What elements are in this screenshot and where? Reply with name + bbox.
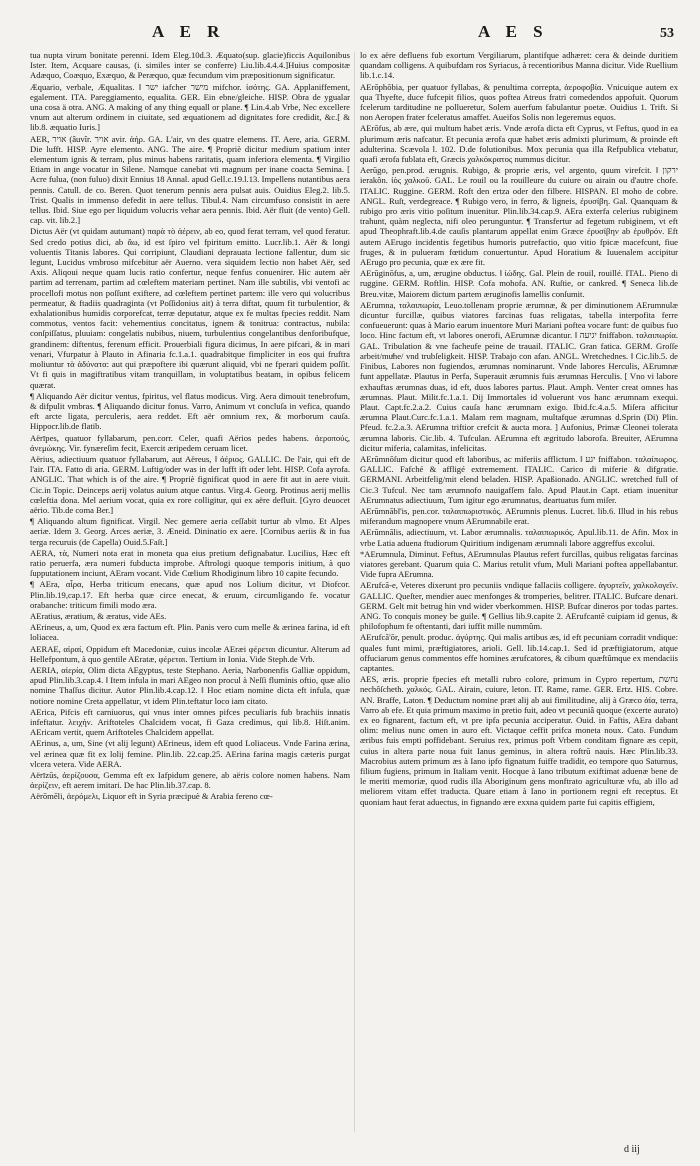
left-column-entry: tua nupta virum bonitate perenni. Idem Eleg.10d.3. Æquato(sup. glacie)ficcis Aquilonibus Ister. Item, Acquare causas, (i. similes inter se conferre) Liu.lib.4.4.4.]Huius compositæ Adæquo, Coæquo, Exæquo, & Peræquo, quæ fecundum vim præpositionum significatur. [30,50,350,81]
page-number: 53 [660,26,674,41]
left-column-entry: Aërīpes, quatuor fyllabarum, pen.corr. Celer, quafi Aërios pedes habens. ἀεροπούς, ἀνεμώκης. Vir. fynæreſim fecit, Exercit æripedem ceruam licet. [30,432,350,453]
left-column-entry: AERA, τὰ, Numeri nota erat in moneta qua eius pretium defignabatur. Lucilius, Hæc eft ratio peruerfa, æra numeri fubducta improbe. Aftrologi quoque temporis initium, à quo ſupputationem inciunt, AEram vocant. Vide Cœlium Rhodiginum libro 10 capite fecundo. [30,547,350,579]
right-column-entry: AErŏphŏbia, per quatuor fyllabas, & penultima correpta, ἀεροφοβία. Vnicuique autem ex qua Thyefte, duce fufcepit filios, quos poftea Atreus fratri comedendos appofuit. Quorum fcelerum tarditudine ne pollueretur, Solem auerfum fabulantur poetæ. Ouidius 1. Trift. Si non Aeropen frater fceleratus amaffet. Aueifos Solis non legeremus equos. [360,81,678,123]
right-column-entry: lo ex aëre defluens fub exortum Vergiliarum, plantifque adhæret: cera & deinde duritiem quandam colligens. A quibufdam ros Syriacus, à recentioribus Manna dicitur. Vide Ruellium lib.1.c.14. [360,50,678,81]
left-column-entry: AEratius, æratium, & æratus, vide AEs. [30,610,167,621]
left-column-entry: Aërōmēli, ἀερόμελι, Liquor eft in Syria præcipuè & Arabia fereno cœ- [30,791,273,802]
left-column-entry: Æquario, verbale, Æqualitas. ‖ ישר iafcher מישר mifchor. ἰσότης. GA. Applaniffement, egalement. ITA. Pareggiamento, equalita. GER. Ein ebne/gleiche. HISP. Obra de ygualar una cosa ä otra. ANG. A making of any thing equall or plane. ¶ Lin.4.ab Vrbe, Nec excellere vnum aut alterum ordinem in ciuitate, sed æquationem ad dignitates fore credidit, &c.[ & lib.8. æquatio Iuris.] [30,81,350,133]
right-column-entry: AErūmnālis, adiectiuum, vt. Labor ærumnalis. ταλαιπωρικός. Apul.lib.11. de Afin. Mox in vrbe Latia aduena ftudiorum Quiritium indigenam ærumnali labore aggreffus excolui. [360,527,678,548]
right-column [360,50,678,1150]
right-column-entry: Aerūgo, pen.prod. ærugnis. Rubigo, & proprie æris, vel argento, quum virefcit. ‖ ירקון ierakôn. ἰὸς χαλκοῦ. GAL. Le rouil ou la rouilleure du cuiure ou airain ou d'autre chofe. ITALIC. Ruggine. GERM. Roft den ertza oder den filbere. HISPAN. El moho de cobre. ANGL. Ruſt, verdegreace. ¶ Rubigo vero, in ferro, & ligneis, ἐρυσίβη. Gal. Quanquam & rubigo pro æris vitio poſitum inuenitur. Plin.lib.34.cap.9. AEra exterfa celerius rubiginem trahunt, quàm neglecta, nifi oleo perunguntur. ¶ Transfertur ad fegetum rubiginem, vt eft apud Theophraft.lib.4.de cauſis plantarum appellat enim Græce ἐρυσίβην ab ἐρυθρόν. Eft autem AErugo incidentis fegetibus humoris putrefactio, quo vitio fpicæ macefcunt, fiue fruges, & in pulueram fœtidum conuertuntur. Apud Horatium & Iuuenalem accipitur AErugo pro pecunia, quæ ex ære fit. [360,165,678,268]
right-column-entry: AErōfus, ab ære, qui multum habet æris. Vnde ærofa dicta eft Cyprus, vt Feftus, quod in ea plurimum æris nafcatur. Et pecunia ærofa quæ habet æris admixti plurimum, & proinde eft adulterina. Scævola l. 102. D.de folutionibus. Mox pecunia qua illa Refpublica vtebatur, quafi ærofa fublata eft, Græcis χαλκόκρατος nummus dicitur. [360,123,678,165]
signature-mark: d iij [624,1144,640,1155]
right-column-entry: *AErumnula, Diminut. Feftus, AErumnulas Plautus refert furcillas, quibus religatas farcinas viatores gerebant. Quarum quia C. Marius retulit vfum, Muli Mariani poftea appellabantur. Vide fupra AErumna. [360,548,678,580]
column-divider [354,52,355,1132]
left-column-entry: Aërius, adiectiuum quatuor fyllabarum, aut Aëreus, ‖ ἀέριος. GALLIC. De l'air, qui eft de l'air. ITA. Fatto di aria. GERM. Luftig/oder was in der lufft ift oder lebt. HISP. Cofa ayrofa. ANGLIC. That which is of the aire. ¶ Propriè fignificat quod in aere fit aut in aere viuit. Cic.in Topic. Deinceps aerij volatus auium atque cantus. Virg.4. Georg. Protinus aerij mellis cœleftia dona. Mel aerium vocat, quia ex rore colligitur, qui ex aëre defluit. [Gyro deuocet aërio. Tib.de coma Ber.] [30,453,350,515]
left-column-entry: ¶ Aliquando altum fignificat. Virgil. Nec gemere aeria ceſſabit turtur ab vlmo. Et Alpes aeriæ. Idem 3. Georg. Arces aeriæ, 3. Æneid. Dininatio ex aere. [Cornibus aeriis & in fua terga recuruis (de Capella) Ouid.5.Faſt.] [30,516,350,547]
page-header [0,14,700,48]
right-column-entry: AErufcă'ōr, penult. produc. ἀγύρτης. Qui malis artibus æs, id eft pecuniam corradit vndique: quales funt mimi, præftigiatores, arioli. Gell. lib.14.cap.1. Sed id præftigiatorum, atque offuciarum genus commentos effe homines ærufcatores, & cibum quæftûmque ex mendaciis captantes. [360,632,678,673]
right-column-entry: AErumna, ταλαιπωρία, Leuo.tollenam proprie ærumnæ, & per diminutionem AErumnulæ dicuntur furcillæ, quibus viatores farcinas fuas religatas, tabella interpofita ferre confueuerunt: quas à Mario earum inuentore Muri Mariani poftea vocare funt: de quibus fuo loco. Hinc factum eft, vt labores onerofi, AErumnæ dicantur. ‖ יגיעה fniffabon. ταλαιπωρία. GAL. Tribulation & vne facheufe peine de trauail. ITALIC. Gran fatica. GERM. Groſſe arbeit/muͤhe/ vnd trubſeligkeit. HISP. Trabajo con afan. ANGL. Wretchednes. ‖ Cic.lib.5. de Finibus, Labores non fugiendos, ærumnas nominarunt. Vnde labores Herculis, AErumnæ funt appellatæ. Plautus in Perfa, Superauit ærumnis fuis ærumnas Herculis. [ Vno vi labore exhauftas ærumnas duas, id eft, duos labores partus. Plaut. Amph. Venter creat omnes has ærumnas. Plaut. Milit.fc.1.a.1. Dij Immortales id voluerunt vos hanc ærumnam exequi. Plaut. Capt.fc.2.a.2. Cuius cauſa hanc ærumnam exigo. Ibid.fc.4.a.5. Miſera afficitur ærumna Plaut.Curc.fc.1.a.1. Malam rem magnam, multafque ærumnas d.Sprin (Di) Plin. Pfeud. fc.2.a.3. AErumna triftior crefcit & aucta mora. ] Aufonius, Primæ Cleonei tolerata ærumna laboris. Cic.lib. 4. Tufculan. AErumna eft ægritudo laborofa. Breuiter, AErumna dicitur miferia, calamitas, infelicitas. [360,299,678,453]
left-column-entry: AERAE, αἰραί, Oppidum eft Macedoniæ, cuius incolæ AEræi φέρεται dicuntur. Alterum ad Hellefpontum, à quo gentile AEratæ, φέρεται. Tertium in Ionia. Vide Steph.de Vrb. [30,643,350,664]
left-column-entry: AER, אויר (âuvîr. אויר avir. ἀήρ. GA. L'air, vn des quatre elemens. IT. Aere, aria. GERM. Die lufft. HISP. Ayre elemento. ANG. The aire. ¶ Propriè dicitur medium spatium inter elementum ignis & terram, plus minus habens raritatis, quam inferiora elementa. ¶ Virgilio Etiam in ange vocatur in Silene. Namque canebat vti magnum per inane coacta Semina. [ Acre fulua, (non fuluo) dixit Ennius 18 Annal. apud Gell.c.19.l.13. Impellens nutantibus aera pennis. Catull. de co. Beren. Quot tenerum pennis aera pulsat auis. Ouidius Eleg.2. lib.5. Trist. Qualis in immenso defedit in aere tellus. Tibul.4. Nam circumfuso consistit in aere tellus. Ibid. Siue ego per liquidum volucris vehar aera pennis. Ibid. Aër fluit (de vento) Gell. cap. vit. lib.2.] [30,133,350,226]
right-running-headword: A E S [478,22,549,41]
left-column-entry: Aërīzūs, ἀερίζουσα, Gemma eft ex Iafpidum genere, ab aëris colore nomen habens. Nam ἀερίζειν, eft aerem imitari. De hac Plin.lib.37.cap. 8. [30,770,350,791]
right-column-entry: AErūmnōſum dicitur quod eft laboribus, ac miferiis afflictum. ‖ יגע fniffabon. ταλαίπωρος. GALLIC. Fafché & affligé extremement. ITALIC. Carico di miferie & difgratie. GERMANI. Arbeitfelig/mit elend beladen. HISP. Apaßionado. ANGLIC. wretched full of Cic.3 Tufcul. Nec tam ærumnofo nauigafſem falo. Apud Plaut.in Capt. etiam inuenitur AErumnatus adiectiuum, Tum igitur ego ærumnatus, deartuatus fum miſer. [360,453,678,505]
left-column-entry: AErica, Pifcis eft carniuorus, qui vnus inter omnes pifces peculiaris fub brachiis innatis infeftatur. λειχήν. Ariftoteles Chalcidem vocat, fi Gaza credimus, qui lib.8. Hiſt.anim. AEricam vertit, quem Ariftoteles Chalcidem appellat. [30,706,350,738]
left-column-entry: ¶ Aliquando Aër dicitur ventus, fpiritus, vel flatus modicus. Virg. Aera dimouit tenebrofum, & difpulit vmbras. ¶ Aliquando dicitur fonus. Varro, Animum vt concluſa in vefica, quando eft arcte ligata, perculeris, aera reddet. Eft aër omnium rex, & morborum cauſa. Hippocr.lib.de flatib. [30,390,350,432]
left-column-entry: Dictus Aër (vt quidam autumant) παρὰ τὸ ἀέρειν, ab eo, quod ferat terram, vel quod feratur. Sed credo potius dici, ab ἄω, id est ſpiro vel fpiritum emitto. Lucr.lib.1. Aër & longi voluentis Titanis labores. Qui corripiunt, Claudiani deprauata lectione fallentur, dum sic legunt, Lucidus vmbroso mifcebitur aër Auerno. vera siquidem lectio non habet Aër, sed Axis. Aliqoui neque quam lucis ratio confertur, neque fenfus conuenirer. Hic autem aër partim ad terrenam, partim ad cœleftem materiam pertinet. Nam ille subtilis, vbi ventofi ac procellofi motus non poſſunt exiftere, ad cœleftem pertinet partem: ille vero qui volucribus permeatur, & ftadiis quadraginta (vt Poſſidonius ait) à terra diftat, quum fit turbulentior, & exhalationibus humidis corporefcat, terræ deputatur, atque ex fe multas fpecies reddit. Nam commotus, ventos facit: vehementius concitatus, ignem & tonitrua: contractus, nubila: conſpiſſatus, pluuiam: congelatis nubibus, niuem, turbulentius congelantibus denforibufque, grandinem: diftentus, ferenum efficit. Prouerbiali figura dicimus, In aere pifcari, & in mari venari, Vfurpatur à Plauto in Afinaria fc.1.a.1. quadrabitque fimpliciter in eos qui fruftra moliuntur τὰ ἀδύνατα: aut qui præpoftere ibi quærunt aliquid, vbi ne fperari quidem poſſit. Vt fi quis in magiftratibus vitam tranquillam, in voluptatibus beatam, in opibus felicem quærat. [30,226,350,390]
left-column-entry: ¶ AEra, αἶρα, Herba triticum enecans, quæ apud nos Lolium dicitur, vt Diofcor. Plin.lib.19,cap.17. Eft herba quæ circe enecat, & eruum, circumligando fe. vocatur orabanche: triticum fimili modo æra. [30,579,350,610]
right-column-entry: AErufcā-e, Veteres dixerunt pro pecuniis vndique fallaciis colligere. ἀγυρτεῖν, χαλκολογεῖν. GALLIC. Queſter, mendier auec menfonges & tromperies, belitrer. ITALIC. Bufcare denari. GERM. Gelt mit betrug hin vnd wider vberkommen. HISP. Bufcar dineros por todas partes. ANG. To conquis money be guile. ¶ Gellius lib.9.capite 2. AErufcantē cuipiam id genus, & philofophum fe oftentanti, dari iuffit mille nummûm. [360,580,678,632]
left-column-entry: AERIA, αἰερία, Olim dicta AEgyptus, teste Stephano. Aeria, Narbonenfis Galliæ oppidum, apud Plin.lib.3.cap.4. ‖ Item infula in mari AEgeo non procul à Neſſi fluminis oftio, quæ alio nomine Thaſſus dicitur. Autor Plin.lib.4.cap.12. ‖ Hoc etiam nomine dicta eft infula, quæ notiore nomine Creta appellatur, vt idem Plin.teftatur loco iam citato. [30,664,350,706]
left-column-entry: AErinus, a, um, Sine (vt alij legunt) AErineus, idem eft quod Loliaceus. Vnde Farina ærina, vel ærinea quæ fit ex lolij femine. Plin.lib. 22.cap.25. AErina farina magis cæteris purgat vlcera vetera. Vide AERA. [30,738,350,769]
right-column-entry: AErūginōfus, a, um, ærugine obductus. ‖ ἰώδης. Gal. Plein de rouil, rouillé. ITAL. Pieno di ruggine. GERM. Roftlin. HISP. Cofa mohofa. AN. Ruſtie, or cankred. ¶ Seneca lib.de Breu.vitæ, Maiorem dictum partem æruginofis lamellis conſumit. [360,268,678,299]
left-running-headword: A E R [152,22,226,41]
right-column-entry: AErūmnăbĭ'is, pen.cor. ταλαιπωριστικός. AErumnis plenus. Lucret. lib.6. Illud in his rebus miferandum magnopere vnum AErumnabile erat. [360,505,678,527]
left-column-entry: AErineus, a, um, Quod ex æra factum eft. Plin. Panis vero cum melle & ærinea farina, id eft loliacea. [30,622,350,643]
right-column-entry: AES, æris. proprie fpecies eft metalli rubro colore, primum in Cypro repertum, נחשת nechôſcheth. χαλκός. GAL. Airain, cuiure, leton. IT. Rame, rame. GER. Ertz. HIS. Cobre. AN. Braffe, Laton. ¶ Deductum nomine præt alij ab aui fimilitudine, alij à Græco ἀἰα, terra, Varro ab efe. Et quia primum maximo in pretio fuit, adeo vt pecuniâ quoque (excerte aurato) ex eo fignarent, factum eft, vt pre ipfa pecunia acciperatur. Ouid. in Faftis, AEra dabant olim: melius nunc omen in auro eft. Victaque ceffit prifca moneta noux. Cato. Fundum æribus fuis empti poffidebant. Seruius rex, primus poft Vrbem conditam fignare æs cepit, cuius in altera parte noua fuit Ianus geminus, in altera roftrū nauis. Hæc Plin.lib.33. Macrobius autem primum æs à Iano ipfo fignatum fuiffe tradidit, eo tempore quo Saturnus, filium fugiens, primum in Italiam venit. Hocque à Iano tributum exiftimat aduenæ bene de le meriti memoriæ, quod rudis illa Aboriginum gens monftrato agriculturæ vfu, ab illo ad meliorem vitam effet traducta. Quare etiam à Iano in portionem regni eft receptus. Et quoniam haut ferat aduectus, in fignando ære exxna quidem parte fui capitis effigiem, [360,674,678,807]
left-column [30,50,350,1150]
